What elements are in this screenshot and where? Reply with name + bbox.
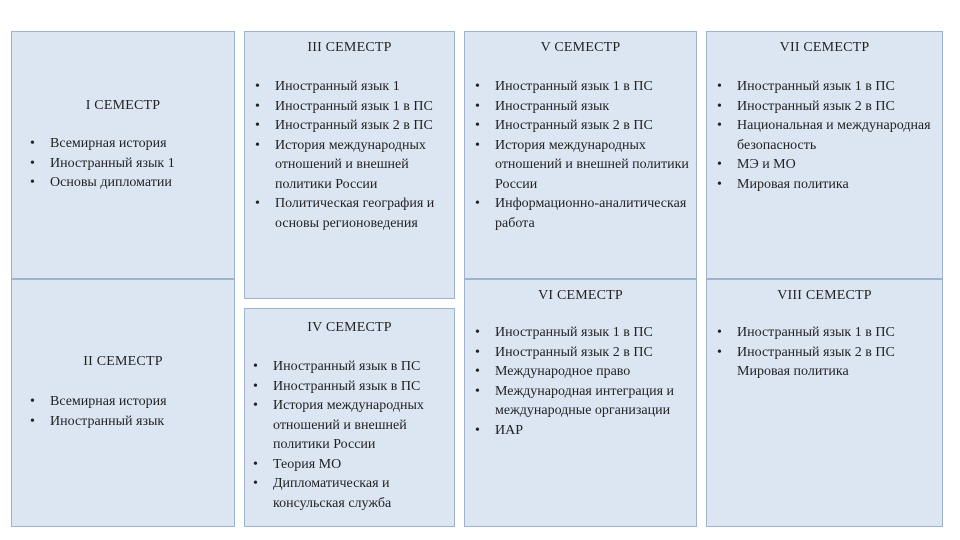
semester-2-box <box>11 279 235 527</box>
list-item: • Иностранный язык 1 <box>30 154 230 174</box>
list-item: • Иностранный язык в ПС <box>253 377 451 397</box>
semester-8-list <box>717 323 939 382</box>
list-item: • Иностранный язык 2 в ПС <box>255 116 451 136</box>
semester-7-list <box>717 77 939 194</box>
list-item: • Международная интеграция и международные организации <box>475 382 693 421</box>
list-item: • МЭ и МО <box>717 155 939 175</box>
semester-4-box <box>244 308 455 527</box>
list-item: • Информационно-аналитическая работа <box>475 194 693 233</box>
list-item: • Теория МО <box>253 455 451 475</box>
semester-4-title: IV СЕМЕСТР <box>307 320 392 335</box>
list-item: • История международных отношений и внешней политики России <box>255 136 451 195</box>
list-item: • Дипломатическая и консульская служба <box>253 474 451 513</box>
semester-3-list <box>255 77 451 233</box>
list-item: • Всемирная история <box>30 134 230 154</box>
list-item: • Мировая политика <box>717 175 939 195</box>
semester-6-title: VI СЕМЕСТР <box>538 288 623 303</box>
list-item: • Основы дипломатии <box>30 173 230 193</box>
list-item: • Иностранный язык 2 в ПС <box>475 116 693 136</box>
semester-2-list <box>30 392 230 431</box>
list-item: • Иностранный язык 2 в ПС Мировая политика <box>717 343 939 382</box>
list-item: • Иностранный язык 1 <box>255 77 451 97</box>
semester-3-title: III СЕМЕСТР <box>307 40 392 55</box>
semester-2-title: II СЕМЕСТР <box>83 354 163 369</box>
list-item: • Иностранный язык 1 в ПС <box>475 323 693 343</box>
list-item: • Иностранный язык 1 в ПС <box>717 77 939 97</box>
list-item: • Иностранный язык 1 в ПС <box>475 77 693 97</box>
list-item: • Национальная и международная безопасность <box>717 116 939 155</box>
list-item: • Иностранный язык 2 в ПС <box>475 343 693 363</box>
semester-8-title: VIII СЕМЕСТР <box>777 288 872 303</box>
semester-5-list <box>475 77 693 233</box>
semester-5-title: V СЕМЕСТР <box>540 40 621 55</box>
list-item: • Иностранный язык 2 в ПС <box>717 97 939 117</box>
semester-1-box <box>11 31 235 279</box>
semester-1-title: I СЕМЕСТР <box>85 98 161 113</box>
semester-1-list <box>30 134 230 193</box>
list-item: • Всемирная история <box>30 392 230 412</box>
list-item: • Иностранный язык <box>475 97 693 117</box>
semester-6-box <box>464 279 697 527</box>
semester-7-box <box>706 31 943 279</box>
list-item: • История международных отношений и внешней политики России <box>475 136 693 195</box>
semester-8-box <box>706 279 943 527</box>
list-item: • Иностранный язык в ПС <box>253 357 451 377</box>
list-item: • Политическая география и основы регионоведения <box>255 194 451 233</box>
semester-7-title: VII СЕМЕСТР <box>779 40 870 55</box>
list-item: • Иностранный язык 1 в ПС <box>255 97 451 117</box>
semester-5-box <box>464 31 697 279</box>
semester-6-list <box>475 323 693 440</box>
list-item: • История международных отношений и внешней политики России <box>253 396 451 455</box>
semester-3-box <box>244 31 455 299</box>
list-item: • Международное право <box>475 362 693 382</box>
semester-4-list <box>253 357 451 513</box>
list-item: • Иностранный язык 1 в ПС <box>717 323 939 343</box>
list-item: • ИАР <box>475 421 693 441</box>
list-item: • Иностранный язык <box>30 412 230 432</box>
